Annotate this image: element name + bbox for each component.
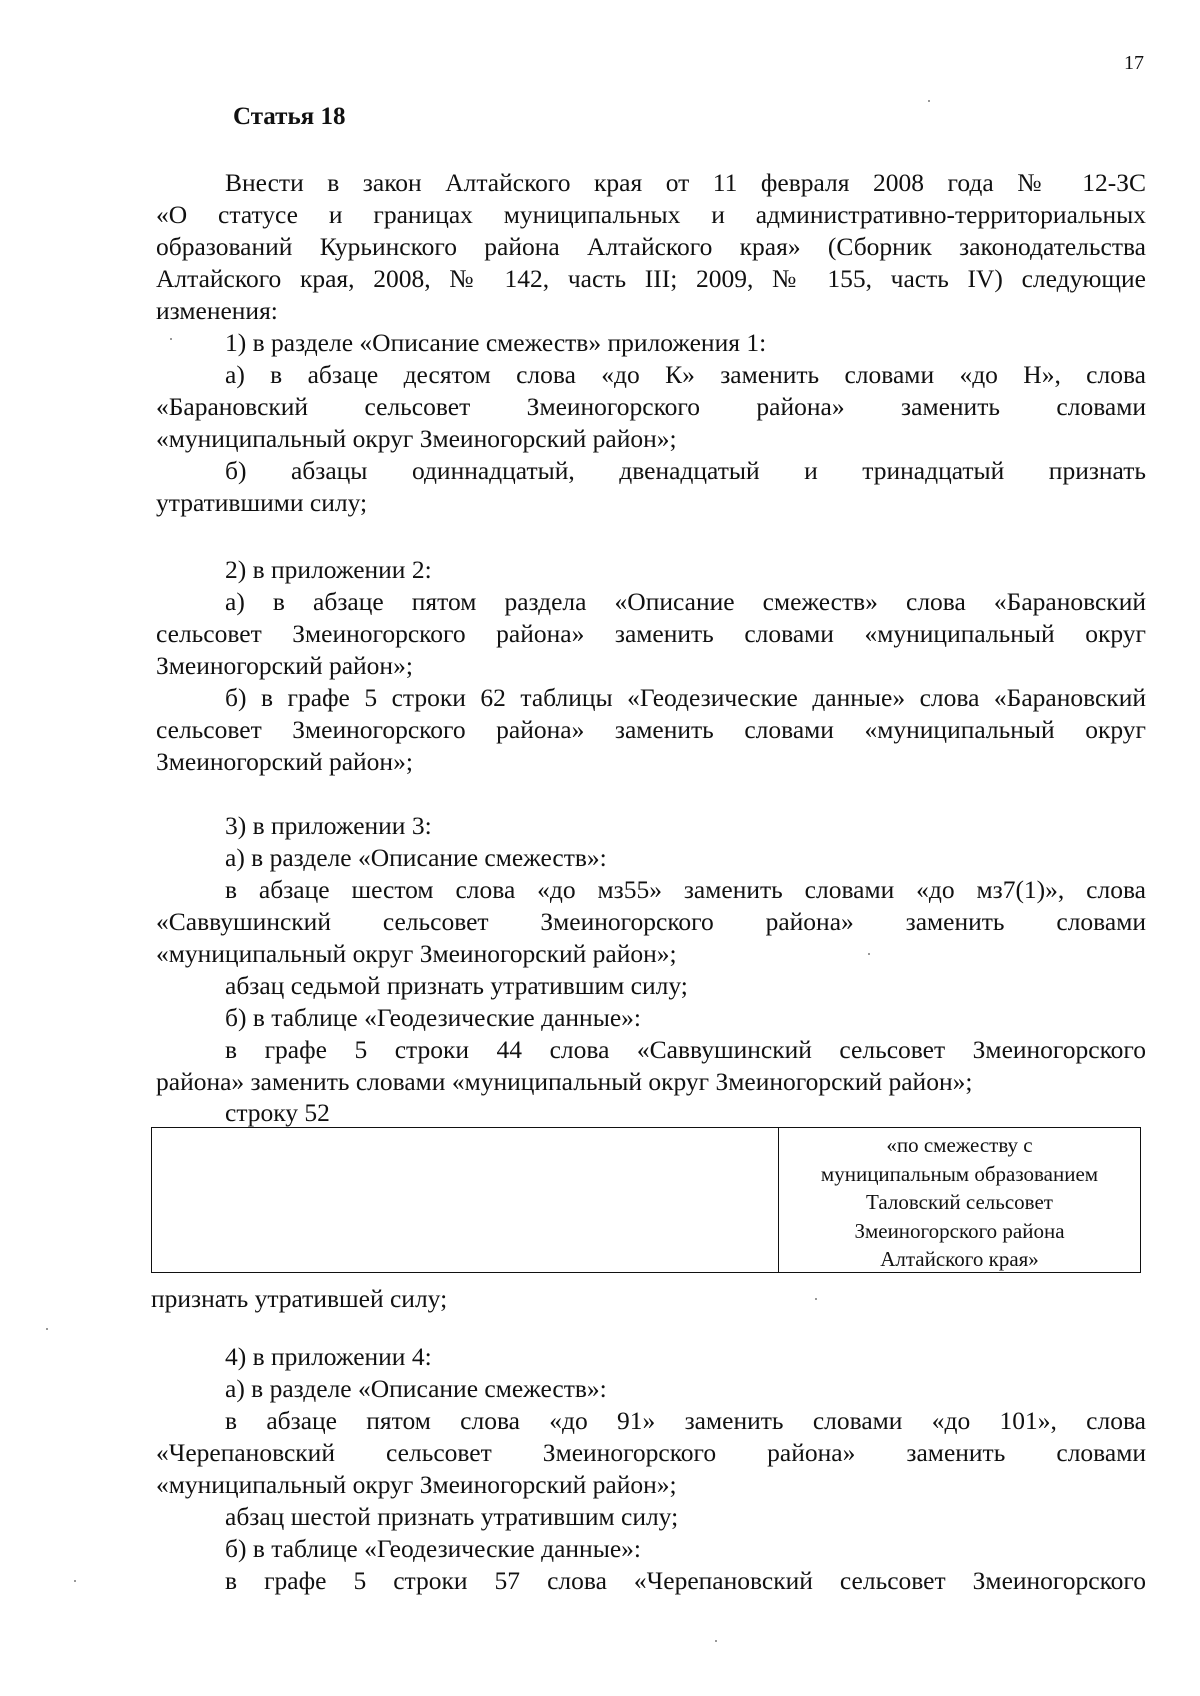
item4-a-line: «Черепановский сельсовет Змеиногорского района» заменить словами bbox=[156, 1438, 1146, 1467]
item3-a-line: «муниципальный округ Змеиногорский район»; bbox=[156, 939, 677, 968]
item4-a-line: «муниципальный округ Змеиногорский район»; bbox=[156, 1470, 677, 1499]
item2-b-line: Змеиногорский район»; bbox=[156, 747, 413, 776]
intro-line: Внести в закон Алтайского края от 11 февраля 2008 года № 12-ЗС bbox=[225, 168, 1146, 197]
item3-a-extra: абзац седьмой признать утратившим силу; bbox=[225, 971, 688, 1000]
item1-b-line: утратившими силу; bbox=[156, 488, 368, 517]
item2-header: 2) в приложении 2: bbox=[225, 555, 432, 584]
item3-header: 3) в приложении 3: bbox=[225, 811, 432, 840]
scan-speck bbox=[74, 1580, 76, 1582]
item1-a-line: «Барановский сельсовет Змеиногорского района» заменить словами bbox=[156, 392, 1146, 421]
table-cell-line: Алтайского края» bbox=[880, 1247, 1039, 1271]
item3-a-header: а) в разделе «Описание смежеств»: bbox=[225, 843, 607, 872]
table-cell-line: Змеиногорского района bbox=[854, 1218, 1065, 1243]
table-cell-line: «по смежеству с bbox=[886, 1133, 1033, 1157]
item3-a-line: «Саввушинский сельсовет Змеиногорского района» заменить словами bbox=[156, 907, 1146, 936]
table-cell-empty bbox=[152, 1128, 779, 1272]
item3-b-header: б) в таблице «Геодезические данные»: bbox=[225, 1003, 641, 1032]
page-number: 17 bbox=[1124, 52, 1144, 74]
article-title: Статья 18 bbox=[233, 103, 346, 130]
intro-line: Алтайского края, 2008, № 142, часть III; 2009, № 155, часть IV) следующие bbox=[156, 264, 1146, 293]
item3-a-line: в абзаце шестом слова «до мз55» заменить словами «до мз7(1)», слова bbox=[225, 875, 1146, 904]
scan-speck bbox=[868, 953, 870, 955]
geodesic-row-table bbox=[151, 1127, 1141, 1273]
item3-section bbox=[156, 810, 1146, 1098]
scan-speck bbox=[46, 1328, 48, 1330]
scan-speck bbox=[815, 1298, 817, 1300]
item4-b-line: в графе 5 строки 57 слова «Черепановский сельсовет Змеиногорского bbox=[225, 1566, 1146, 1595]
scan-speck bbox=[715, 1640, 717, 1642]
item2-a-line: Змеиногорский район»; bbox=[156, 651, 413, 680]
item4-section bbox=[156, 1341, 1146, 1597]
item1-b-line: б) абзацы одиннадцатый, двенадцатый и тринадцатый признать bbox=[225, 456, 1146, 485]
item2-b-line: б) в графе 5 строки 62 таблицы «Геодезические данные» слова «Барановский bbox=[225, 683, 1146, 712]
item2-section bbox=[156, 554, 1146, 778]
item2-a-line: сельсовет Змеиногорского района» заменить словами «муниципальный округ bbox=[156, 619, 1146, 648]
item1-a-line: а) в абзаце десятом слова «до К» заменить словами «до Н», слова bbox=[225, 360, 1146, 389]
after-table-text: признать утратившей силу; bbox=[151, 1284, 448, 1313]
item4-a-line: в абзаце пятом слова «до 91» заменить словами «до 101», слова bbox=[225, 1406, 1146, 1435]
item4-a-extra: абзац шестой признать утратившим силу; bbox=[225, 1502, 679, 1531]
scan-speck bbox=[170, 338, 172, 340]
scan-speck bbox=[928, 100, 930, 102]
item2-a-line: а) в абзаце пятом раздела «Описание смежеств» слова «Барановский bbox=[225, 587, 1146, 616]
item3-b-line: в графе 5 строки 44 слова «Саввушинский сельсовет Змеиногорского bbox=[225, 1035, 1146, 1064]
table-cell-line: муниципальным образованием bbox=[820, 1161, 1099, 1186]
item4-header: 4) в приложении 4: bbox=[225, 1342, 432, 1371]
item3-b-line: района» заменить словами «муниципальный округ Змеиногорский район»; bbox=[156, 1067, 973, 1096]
item4-a-header: а) в разделе «Описание смежеств»: bbox=[225, 1374, 607, 1403]
row-label: строку 52 bbox=[225, 1098, 330, 1127]
item1-header: 1) в разделе «Описание смежеств» приложения 1: bbox=[225, 328, 767, 357]
intro-line: «О статусе и границах муниципальных и административно-территориальных bbox=[156, 200, 1146, 229]
table-cell-line: Таловский сельсовет bbox=[866, 1190, 1053, 1214]
item4-b-header: б) в таблице «Геодезические данные»: bbox=[225, 1534, 641, 1563]
intro-line: образований Курьинского района Алтайского края» (Сборник законодательства bbox=[156, 232, 1146, 261]
table-cell-text bbox=[779, 1128, 1140, 1272]
intro-section bbox=[156, 167, 1146, 519]
intro-line: изменения: bbox=[156, 296, 278, 325]
item1-a-line: «муниципальный округ Змеиногорский район»; bbox=[156, 424, 677, 453]
item2-b-line: сельсовет Змеиногорского района» заменить словами «муниципальный округ bbox=[156, 715, 1146, 744]
